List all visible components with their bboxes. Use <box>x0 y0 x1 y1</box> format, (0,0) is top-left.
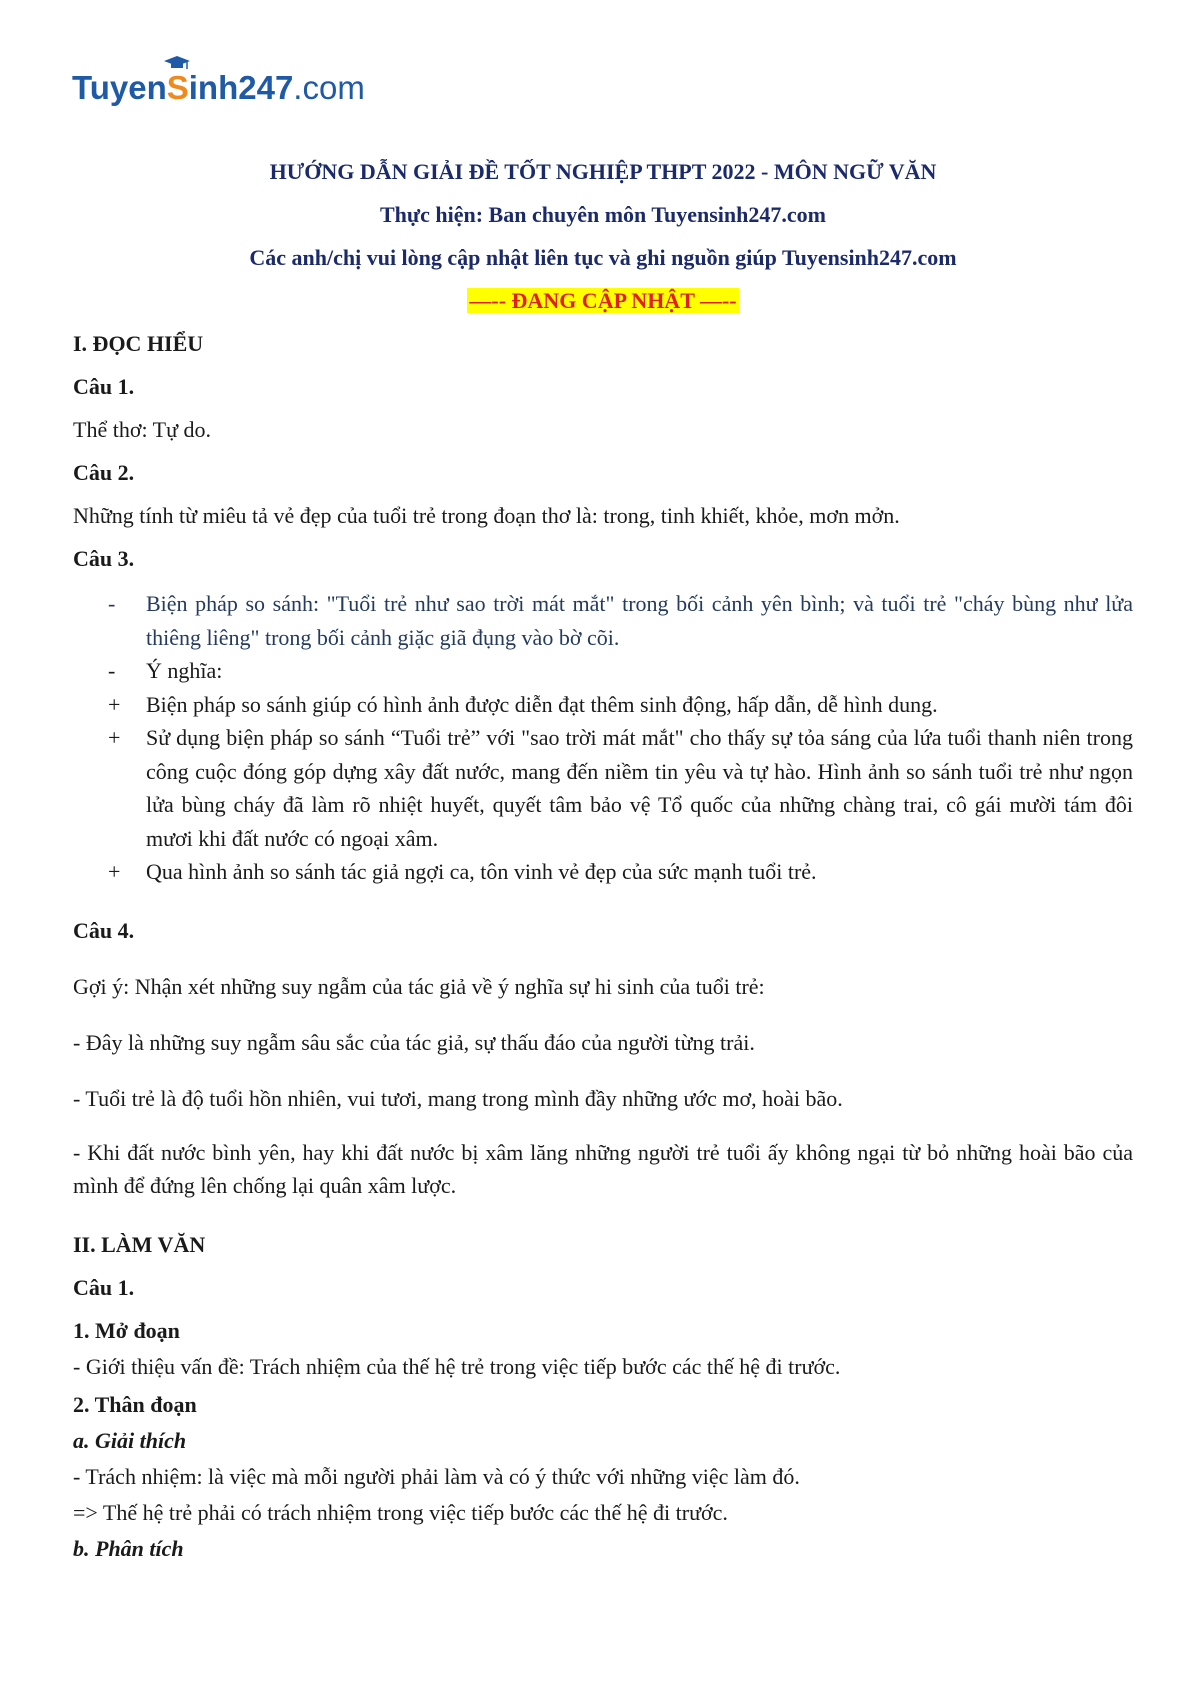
giai-thich-text-1: - Trách nhiệm: là việc mà mỗi người phải làm và có ý thức với những việc làm đó. <box>73 1463 800 1489</box>
phan-tich-heading: b. Phân tích <box>73 1535 184 1561</box>
q4-hint: Gợi ý: Nhận xét những suy ngẫm của tác giả về ý nghĩa sự hi sinh của tuổi trẻ: <box>73 973 765 999</box>
document-body <box>73 150 1133 1561</box>
list-item-text: Ý nghĩa: <box>146 658 223 683</box>
logo-text-part2 <box>167 58 189 118</box>
list-item <box>73 654 1133 688</box>
mo-doan-heading: 1. Mở đoạn <box>73 1317 180 1343</box>
q1-label: Câu 1. <box>73 374 135 399</box>
list-item-text: Sử dụng biện pháp so sánh “Tuổi trẻ” với "sao trời mát mắt" cho thấy sự tỏa sáng của lứa tuổi thanh niên trong công cuộc đóng góp dựng xây đất nước, mang đến niềm tin yêu và tự hào. Hình ảnh so sánh tuổi trẻ như ngọn lửa bùng cháy đã làm rõ nhiệt huyết, quyết tâm bảo vệ Tổ quốc của những chàng trai, cô gái mười tám đôi mươi khi đất nước có ngoại xâm. <box>146 725 1133 851</box>
list-marker: + <box>108 859 121 884</box>
q4-point-2: - Tuổi trẻ là độ tuổi hồn nhiên, vui tươi, mang trong mình đầy những ước mơ, hoài bão. <box>73 1085 843 1111</box>
q3-list <box>73 587 1133 889</box>
than-doan-heading: 2. Thân đoạn <box>73 1391 197 1417</box>
giai-thich-heading: a. Giải thích <box>73 1427 187 1453</box>
brand-logo <box>72 58 365 118</box>
q4-label: Câu 4. <box>73 917 135 943</box>
logo-s: S <box>166 69 189 106</box>
q2-answer: Những tính từ miêu tả vẻ đẹp của tuổi trẻ trong đoạn thơ là: trong, tinh khiết, khỏe, mơn mởn. <box>73 503 900 528</box>
q4-point-3: - Khi đất nước bình yên, hay khi đất nước bị xâm lăng những người trẻ tuổi ấy không ngại từ bỏ những hoài bão của mình để đứng lên chống lại quân xâm lược. <box>73 1139 1133 1198</box>
list-marker: + <box>108 725 121 750</box>
header-author: Thực hiện: Ban chuyên môn Tuyensinh247.com <box>380 202 826 227</box>
q3-label: Câu 3. <box>73 546 135 571</box>
updating-highlight: —-- ĐANG CẬP NHẬT —-- <box>469 288 737 313</box>
q2-label: Câu 2. <box>73 460 135 485</box>
list-marker: + <box>108 691 121 717</box>
list-item <box>73 587 1133 654</box>
section-doc-hieu-title: I. ĐỌC HIỂU <box>73 331 204 356</box>
list-item-text: Biện pháp so sánh: "Tuổi trẻ như sao trời mát mắt" trong bối cảnh yên bình; và tuổi trẻ "cháy bùng như lửa thiêng liêng" trong bối cảnh giặc giã đụng vào bờ cõi. <box>146 591 1133 650</box>
giai-thich-text-2: => Thế hệ trẻ phải có trách nhiệm trong việc tiếp bước các thế hệ đi trước. <box>73 1499 728 1525</box>
list-marker: - <box>108 591 116 616</box>
header-notice: Các anh/chị vui lòng cập nhật liên tục và ghi nguồn giúp Tuyensinh247.com <box>249 245 957 270</box>
mo-doan-text: - Giới thiệu vấn đề: Trách nhiệm của thế hệ trẻ trong việc tiếp bước các thế hệ đi trước. <box>73 1353 841 1379</box>
list-item <box>73 688 1133 722</box>
section-lam-van-title: II. LÀM VĂN <box>73 1231 206 1257</box>
list-item-text: Biện pháp so sánh giúp có hình ảnh được diễn đạt thêm sinh động, hấp dẫn, dễ hình dung. <box>146 691 938 717</box>
q4-point-1: - Đây là những suy ngẫm sâu sắc của tác giả, sự thấu đáo của người từng trải. <box>73 1029 755 1055</box>
list-item <box>73 855 1133 889</box>
header-title: HƯỚNG DẪN GIẢI ĐỀ TỐT NGHIỆP THPT 2022 - MÔN NGỮ VĂN <box>269 159 937 184</box>
list-item <box>73 721 1133 855</box>
q1-answer: Thể thơ: Tự do. <box>73 417 212 442</box>
header-updating <box>73 279 1133 322</box>
graduation-cap-icon <box>164 56 190 70</box>
logo-text-part3: inh247 <box>188 69 294 106</box>
list-item-text: Qua hình ảnh so sánh tác giả ngợi ca, tôn vinh vẻ đẹp của sức mạnh tuổi trẻ. <box>146 859 817 884</box>
list-marker: - <box>108 658 116 683</box>
logo-text-part1: Tuyen <box>72 69 167 106</box>
lv-q1-label: Câu 1. <box>73 1274 135 1300</box>
logo-text-part4: .com <box>293 69 365 106</box>
